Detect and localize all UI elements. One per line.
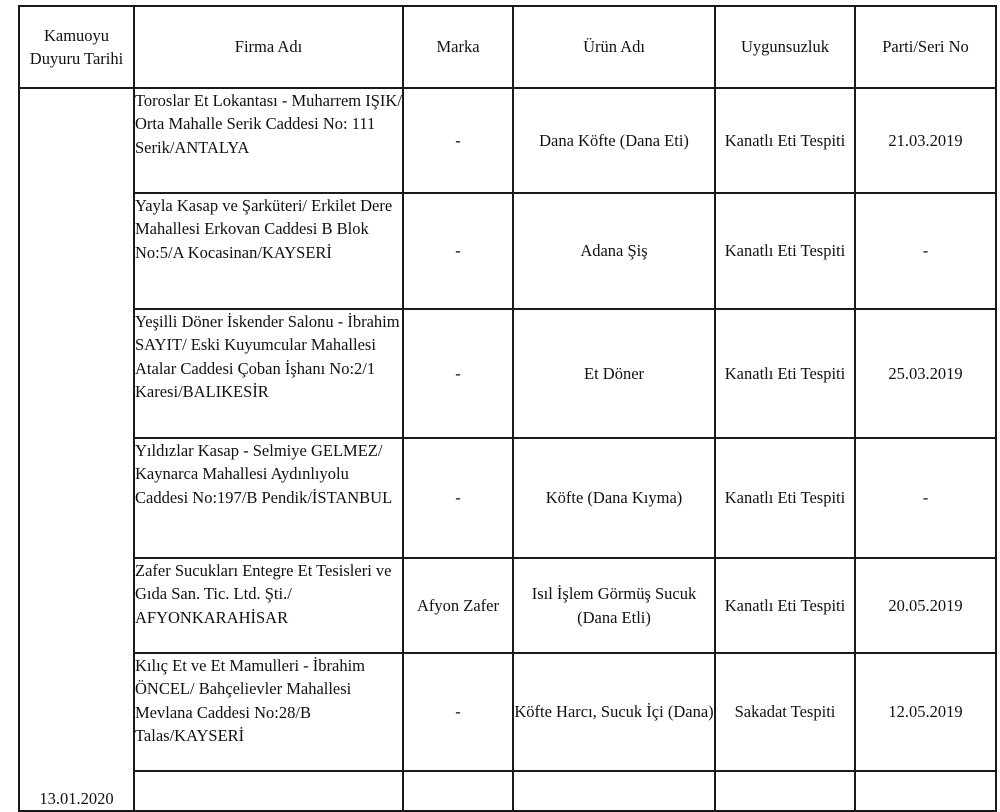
batch-cell: 12.05.2019 bbox=[855, 653, 996, 771]
nonconformity-cell: Kanatlı Eti Tespiti bbox=[715, 309, 855, 438]
batch-cell: 21.03.2019 bbox=[855, 88, 996, 193]
product-cell: Adana Şiş bbox=[513, 193, 715, 309]
nonconformity-cell: Kanatlı Eti Tespiti bbox=[715, 558, 855, 653]
nonconformity-cell: Kanatlı Eti Tespiti bbox=[715, 88, 855, 193]
brand-cell-empty bbox=[403, 771, 513, 811]
recall-table bbox=[18, 5, 997, 812]
table-row bbox=[19, 309, 996, 438]
product-cell: Et Döner bbox=[513, 309, 715, 438]
brand-cell: - bbox=[403, 653, 513, 771]
firm-name-cell: Yeşilli Döner İskender Salonu - İbrahim SAYIT/ Eski Kuyumcular Mahallesi Atalar Caddesi Çoban İşhanı No:2/1 Karesi/BALIKESİR bbox=[134, 309, 403, 438]
product-cell: Isıl İşlem Görmüş Sucuk (Dana Etli) bbox=[513, 558, 715, 653]
nonconformity-cell: Kanatlı Eti Tespiti bbox=[715, 438, 855, 558]
table-row bbox=[19, 438, 996, 558]
header-row bbox=[19, 6, 996, 88]
table-row bbox=[19, 653, 996, 771]
firm-name-cell: Yıldızlar Kasap - Selmiye GELMEZ/ Kaynarca Mahallesi Aydınlıyolu Caddesi No:197/B Pendik/İSTANBUL bbox=[134, 438, 403, 558]
brand-cell: - bbox=[403, 309, 513, 438]
announcement-date-cell: 13.01.2020 bbox=[19, 88, 134, 811]
firm-name-cell: Toroslar Et Lokantası - Muharrem IŞIK/ Orta Mahalle Serik Caddesi No: 111 Serik/ANTALYA bbox=[134, 88, 403, 193]
product-cell-empty bbox=[513, 771, 715, 811]
brand-cell: Afyon Zafer bbox=[403, 558, 513, 653]
firm-name-cell: Kılıç Et ve Et Mamulleri - İbrahim ÖNCEL/ Bahçelievler Mahallesi Mevlana Caddesi No:28/B Talas/KAYSERİ bbox=[134, 653, 403, 771]
batch-cell: - bbox=[855, 438, 996, 558]
header-batch-number: Parti/Seri No bbox=[855, 6, 996, 88]
header-announcement-date: Kamuoyu Duyuru Tarihi bbox=[19, 6, 134, 88]
nonconformity-cell-empty bbox=[715, 771, 855, 811]
firm-name-cell-empty bbox=[134, 771, 403, 811]
product-cell: Köfte (Dana Kıyma) bbox=[513, 438, 715, 558]
product-cell: Dana Köfte (Dana Eti) bbox=[513, 88, 715, 193]
nonconformity-cell: Kanatlı Eti Tespiti bbox=[715, 193, 855, 309]
header-product-name: Ürün Adı bbox=[513, 6, 715, 88]
product-cell: Köfte Harcı, Sucuk İçi (Dana) bbox=[513, 653, 715, 771]
header-nonconformity: Uygunsuzluk bbox=[715, 6, 855, 88]
batch-cell: 20.05.2019 bbox=[855, 558, 996, 653]
table-row bbox=[19, 193, 996, 309]
firm-name-cell: Yayla Kasap ve Şarküteri/ Erkilet Dere Mahallesi Erkovan Caddesi B Blok No:5/A Kocasinan/KAYSERİ bbox=[134, 193, 403, 309]
brand-cell: - bbox=[403, 193, 513, 309]
batch-cell: - bbox=[855, 193, 996, 309]
batch-cell-empty bbox=[855, 771, 996, 811]
table-row-cutoff bbox=[19, 771, 996, 811]
table-row bbox=[19, 88, 996, 193]
header-brand: Marka bbox=[403, 6, 513, 88]
brand-cell: - bbox=[403, 438, 513, 558]
header-firm-name: Firma Adı bbox=[134, 6, 403, 88]
brand-cell: - bbox=[403, 88, 513, 193]
table-row bbox=[19, 558, 996, 653]
nonconformity-cell: Sakadat Tespiti bbox=[715, 653, 855, 771]
batch-cell: 25.03.2019 bbox=[855, 309, 996, 438]
firm-name-cell: Zafer Sucukları Entegre Et Tesisleri ve Gıda San. Tic. Ltd. Şti./ AFYONKARAHİSAR bbox=[134, 558, 403, 653]
